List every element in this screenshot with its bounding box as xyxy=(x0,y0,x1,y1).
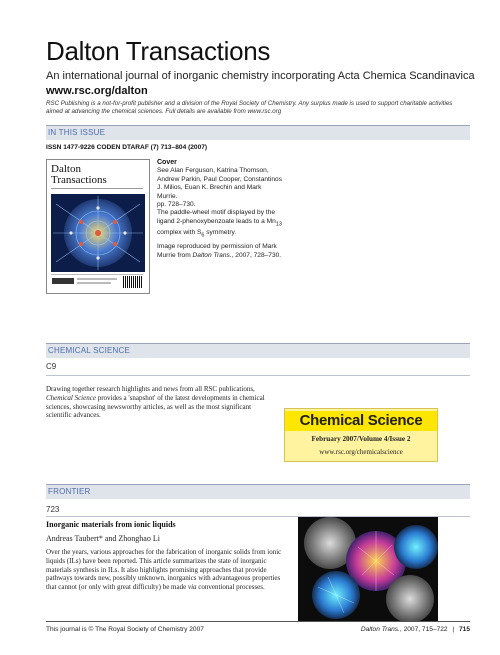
journal-subtitle: An international journal of inorganic chemistry incorporating Acta Chemica Scandinavica xyxy=(46,70,475,82)
frontier-band xyxy=(46,484,470,499)
cover-artwork xyxy=(51,194,145,272)
frontier-abstract: Over the years, various approaches for the fabrication of inorganic solids from ionic liquids (ILs) have been reported. This article summarizes the state of inorganic materials synthesis in ILs. It also highlights promising approaches that provide pathways towards new, possibly unknown, inorganics with advantageous properties that cannot (or only with great difficulty) be made via conventional processes. xyxy=(46,548,282,592)
publisher-note: RSC Publishing is a not-for-profit publisher and a division of the Royal Society of Chemistry. Any surplus made is used to support charitable activities aimed at advancing the chemical sciences. Full details are available from www.rsc.org xyxy=(46,100,453,115)
journal-url[interactable]: www.rsc.org/dalton xyxy=(46,85,148,97)
cover-authors: See Alan Ferguson, Katrina Thomson, Andrew Parkin, Paul Cooper, Constantinos J. Milios, Euan K. Brechin and Mark Murrie. xyxy=(157,167,282,200)
frontier-heading: FRONTIER xyxy=(48,487,91,496)
frontier-graphic xyxy=(298,517,438,621)
chemical-science-heading: CHEMICAL SCIENCE xyxy=(48,346,131,355)
divider xyxy=(46,375,470,376)
chemical-science-box-url[interactable]: www.rsc.org/chemicalscience xyxy=(319,448,403,456)
footer-citation: Dalton Trans., 2007, 715–722 | 715 xyxy=(360,626,470,633)
cover-description: The paddle-wheel motif displayed by the ligand 2-phenoxybenzoate leads to a $Mn_{13}$ complex with $S_6$ symmetry. xyxy=(157,209,282,238)
frontier-artwork xyxy=(298,517,438,621)
in-this-issue-band xyxy=(46,125,470,140)
in-this-issue-heading: IN THIS ISSUE xyxy=(48,128,106,137)
chemical-science-code[interactable]: C9 xyxy=(46,362,57,371)
page-number: 715 xyxy=(458,626,470,633)
cover-caption xyxy=(157,159,282,260)
footer-copyright: This journal is © The Royal Society of Chemistry 2007 xyxy=(46,626,204,633)
cover-credit: Image reproduced by permission of Mark Murrie from Dalton Trans., 2007, 728–730. xyxy=(157,243,282,259)
cover-thumb-title-line1: Dalton xyxy=(51,163,81,175)
frontier-code[interactable]: 723 xyxy=(46,505,60,514)
chemical-science-box-issue: February 2007/Volume 4/Issue 2 xyxy=(311,435,411,443)
chemical-science-text: Drawing together research highlights and news from all RSC publications, Chemical Science provides a 'snapshot' of the latest developments in chemical sciences, showcasing newsworthy articles, as well as the most significant scientific advances. xyxy=(46,385,265,420)
journal-title: Dalton Transactions xyxy=(46,36,271,66)
frontier-article-title[interactable]: Inorganic materials from ionic liquids xyxy=(46,520,176,529)
chemical-science-box xyxy=(284,408,438,462)
chemical-science-box-title: Chemical Science xyxy=(285,411,437,431)
cover-image xyxy=(46,159,150,294)
frontier-authors: Andreas Taubert* and Zhonghao Li xyxy=(46,534,160,543)
cover-thumb-title-line2: Transactions xyxy=(51,174,107,186)
cover-pages[interactable]: pp. 728–730. xyxy=(157,201,196,209)
footer-rule xyxy=(46,621,470,622)
cover-label: Cover xyxy=(157,159,177,166)
chemical-science-band xyxy=(46,343,470,358)
issn-line: ISSN 1477-9226 CODEN DTARAF (7) 713–804 (2007) xyxy=(46,144,208,151)
